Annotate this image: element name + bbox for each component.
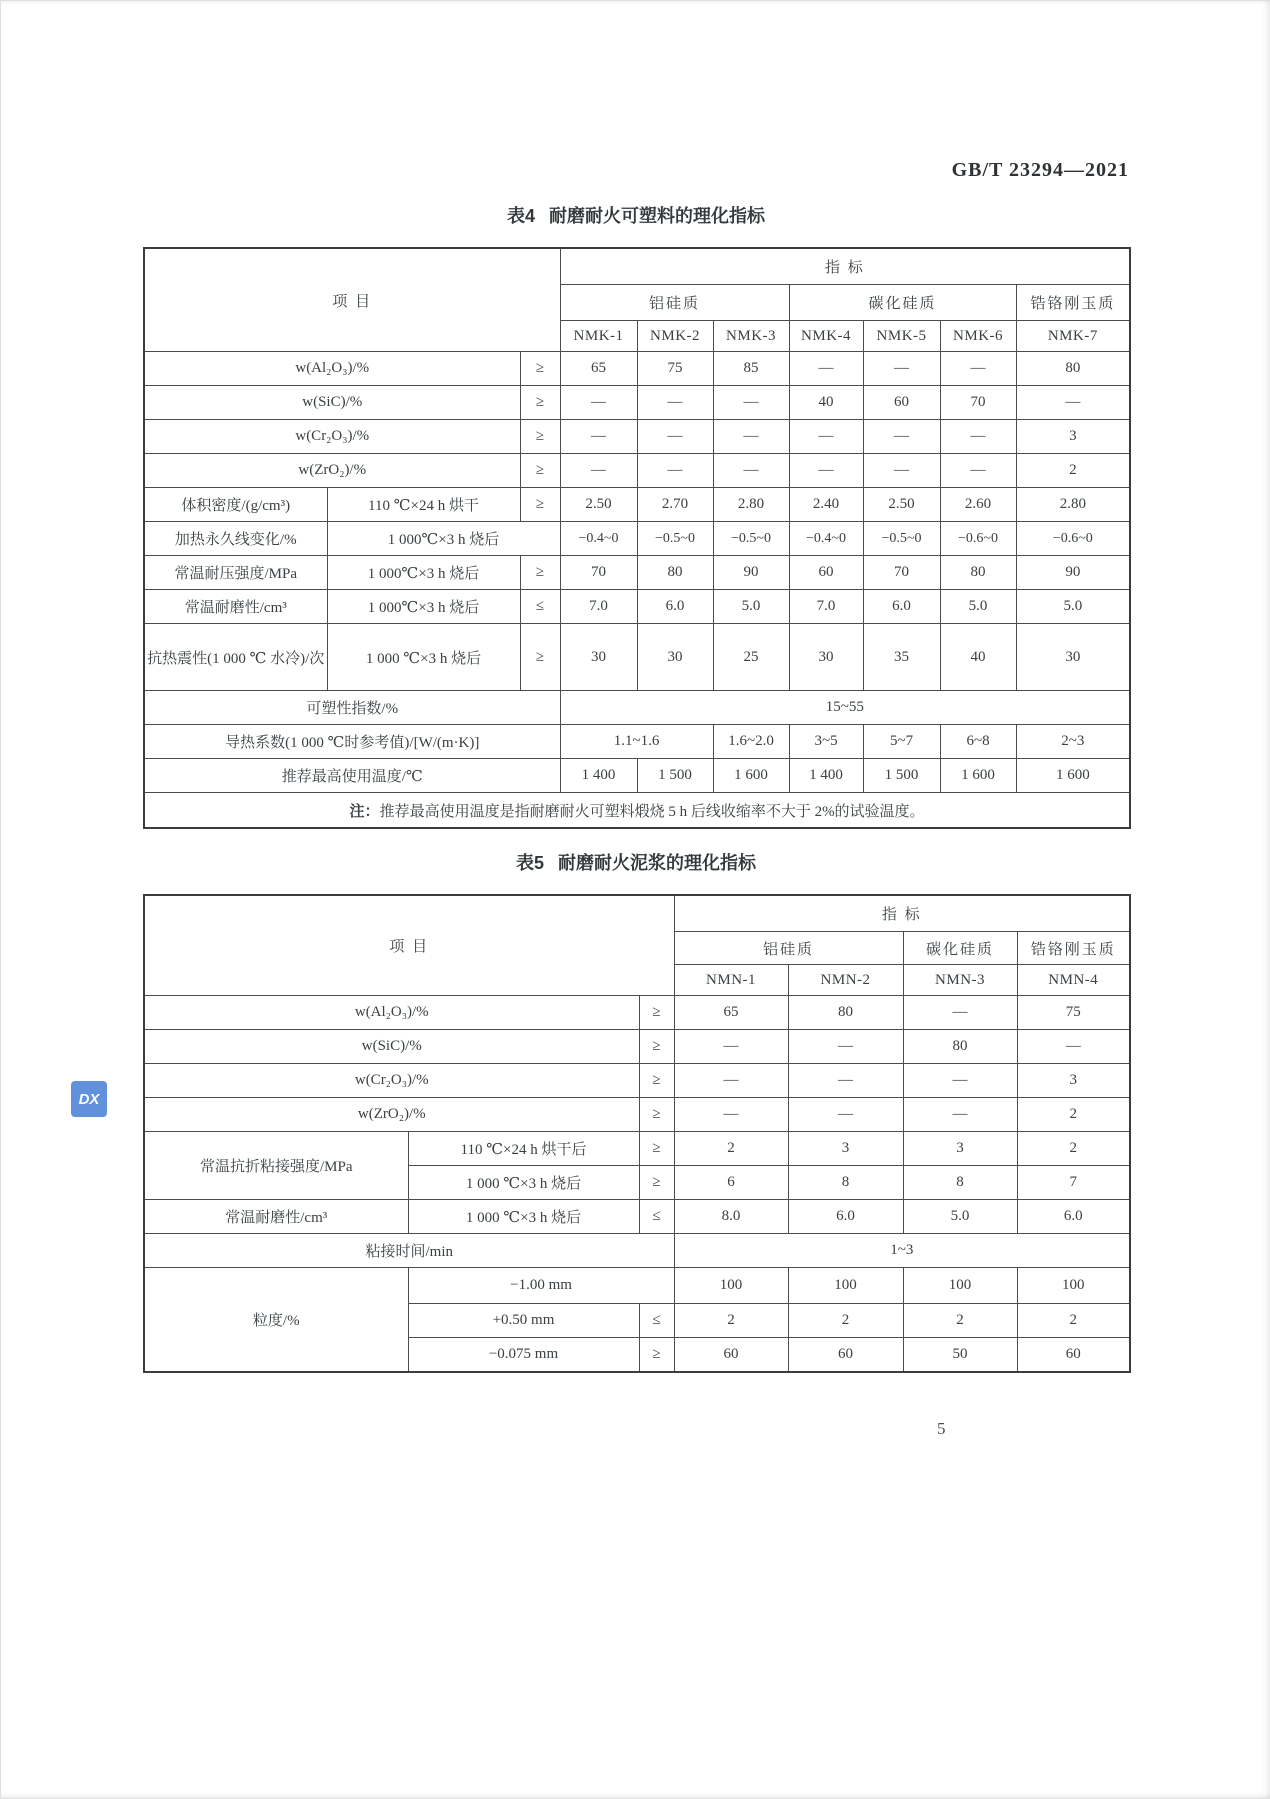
- value-cell: 75: [1017, 996, 1130, 1030]
- value-cell: —: [713, 386, 789, 420]
- value-cell: 1~3: [674, 1234, 1130, 1268]
- value-cell: 30: [637, 624, 713, 691]
- group-header: 锆铬刚玉质: [1017, 932, 1130, 965]
- standard-number-header: GB/T 23294—2021: [951, 159, 1129, 181]
- value-cell: 2.50: [560, 488, 637, 522]
- symbol-cell: ≥: [639, 1166, 674, 1200]
- value-cell: 15~55: [560, 691, 1130, 725]
- value-cell: 60: [1017, 1338, 1130, 1373]
- condition-cell: 1 000℃×3 h 烧后: [327, 590, 520, 624]
- column-header-indicator: 指 标: [560, 248, 1130, 285]
- page-number: 5: [937, 1419, 946, 1438]
- value-cell: 60: [788, 1338, 903, 1373]
- table-row: [144, 996, 1130, 1030]
- symbol-cell: ≥: [639, 1030, 674, 1064]
- value-cell: 70: [863, 556, 940, 590]
- value-cell: —: [903, 1098, 1017, 1132]
- symbol-cell: ≥: [639, 1132, 674, 1166]
- value-cell: 3: [788, 1132, 903, 1166]
- value-cell: 2: [1016, 454, 1130, 488]
- table-row: [144, 1234, 1130, 1268]
- symbol-cell: ≥: [520, 624, 560, 691]
- symbol-cell: ≤: [639, 1200, 674, 1234]
- value-cell: 6.0: [637, 590, 713, 624]
- value-cell: 6~8: [940, 725, 1016, 759]
- group-header: 碳化硅质: [903, 932, 1017, 965]
- table-row: [144, 725, 1130, 759]
- value-cell: 30: [560, 624, 637, 691]
- value-cell: 8: [903, 1166, 1017, 1200]
- value-cell: 65: [560, 352, 637, 386]
- value-cell: —: [637, 420, 713, 454]
- symbol-cell: ≥: [520, 556, 560, 590]
- row-label: 加热永久线变化/%: [144, 522, 327, 556]
- group-header: 铝硅质: [560, 285, 789, 321]
- grade-header: NMN-1: [674, 965, 788, 996]
- value-cell: 1 600: [713, 759, 789, 793]
- table-row: [144, 759, 1130, 793]
- note-text: 推荐最高使用温度是指耐磨耐火可塑料煅烧 5 h 后线收缩率不大于 2%的试验温度。: [379, 803, 925, 820]
- value-cell: 3: [903, 1132, 1017, 1166]
- value-cell: 6.0: [1017, 1200, 1130, 1234]
- table-row: [144, 793, 1130, 829]
- row-label: w(Al₂O₃)/%: [144, 352, 520, 386]
- value-cell: 2: [788, 1304, 903, 1338]
- symbol-cell: ≥: [520, 488, 560, 522]
- symbol-cell: ≥: [639, 1098, 674, 1132]
- value-cell: —: [940, 454, 1016, 488]
- symbol-cell: ≥: [520, 386, 560, 420]
- value-cell: 2: [1017, 1304, 1130, 1338]
- value-cell: 50: [903, 1338, 1017, 1373]
- row-label: 粘接时间/min: [144, 1234, 674, 1268]
- value-cell: 35: [863, 624, 940, 691]
- value-cell: 2: [903, 1304, 1017, 1338]
- value-cell: 1 500: [863, 759, 940, 793]
- value-cell: 70: [560, 556, 637, 590]
- value-cell: 40: [940, 624, 1016, 691]
- value-cell: 2: [674, 1304, 788, 1338]
- value-cell: —: [789, 352, 863, 386]
- condition-cell: 110 ℃×24 h 烘干: [327, 488, 520, 522]
- value-cell: 1 500: [637, 759, 713, 793]
- grade-header: NMN-2: [788, 965, 903, 996]
- row-label: 体积密度/(g/cm³): [144, 488, 327, 522]
- grade-header: NMK-1: [560, 321, 637, 352]
- value-cell: —: [788, 1064, 903, 1098]
- row-label: w(ZrO₂)/%: [144, 1098, 639, 1132]
- value-cell: 3: [1017, 1064, 1130, 1098]
- value-cell: —: [788, 1098, 903, 1132]
- value-cell: —: [560, 420, 637, 454]
- value-cell: 2.60: [940, 488, 1016, 522]
- note-label: 注：: [349, 802, 380, 820]
- symbol-cell: ≥: [520, 454, 560, 488]
- table-row: [144, 248, 1130, 285]
- table-note: [144, 793, 1130, 829]
- value-cell: 5.0: [940, 590, 1016, 624]
- value-cell: 1 400: [560, 759, 637, 793]
- group-header: 锆铬刚玉质: [1016, 285, 1130, 321]
- value-cell: 85: [713, 352, 789, 386]
- watermark-logo: DX: [71, 1081, 107, 1117]
- value-cell: 1 400: [789, 759, 863, 793]
- value-cell: 100: [788, 1268, 903, 1304]
- condition-cell: 1 000 ℃×3 h 烧后: [408, 1200, 639, 1234]
- table4-number: 表4: [506, 206, 535, 226]
- table-row: [144, 522, 1130, 556]
- value-cell: 2~3: [1016, 725, 1130, 759]
- value-cell: —: [863, 454, 940, 488]
- value-cell: 90: [1016, 556, 1130, 590]
- table-row: [144, 1200, 1130, 1234]
- grade-header: NMK-6: [940, 321, 1016, 352]
- value-cell: 6.0: [863, 590, 940, 624]
- value-cell: —: [903, 1064, 1017, 1098]
- value-cell: 2.80: [713, 488, 789, 522]
- value-cell: 100: [1017, 1268, 1130, 1304]
- table4-caption: 耐磨耐火可塑料的理化指标: [549, 206, 765, 226]
- value-cell: 80: [903, 1030, 1017, 1064]
- row-label: w(Cr₂O₃)/%: [144, 420, 520, 454]
- value-cell: —: [674, 1030, 788, 1064]
- group-header: 铝硅质: [674, 932, 903, 965]
- row-label: w(Cr₂O₃)/%: [144, 1064, 639, 1098]
- value-cell: 60: [789, 556, 863, 590]
- row-label: 导热系数(1 000 ℃时参考值)/[W/(m·K)]: [144, 725, 560, 759]
- condition-cell: 1 000 ℃×3 h 烧后: [327, 624, 520, 691]
- symbol-cell: ≥: [639, 1338, 674, 1373]
- column-header-item: 项 目: [144, 248, 560, 352]
- row-label: 常温耐磨性/cm³: [144, 590, 327, 624]
- value-cell: 100: [674, 1268, 788, 1304]
- value-cell: —: [674, 1064, 788, 1098]
- value-cell: —: [1017, 1030, 1130, 1064]
- group-header: 碳化硅质: [789, 285, 1016, 321]
- row-label: w(ZrO₂)/%: [144, 454, 520, 488]
- value-cell: 7.0: [789, 590, 863, 624]
- value-cell: —: [789, 454, 863, 488]
- value-cell: 2: [1017, 1132, 1130, 1166]
- column-header-item: 项 目: [144, 895, 674, 996]
- value-cell: —: [863, 352, 940, 386]
- table5-caption: 耐磨耐火泥浆的理化指标: [558, 853, 756, 873]
- symbol-cell: ≥: [520, 352, 560, 386]
- value-cell: −0.4~0: [789, 522, 863, 556]
- condition-cell: 110 ℃×24 h 烘干后: [408, 1132, 639, 1166]
- table-row: [144, 454, 1130, 488]
- value-cell: 2.40: [789, 488, 863, 522]
- value-cell: —: [560, 454, 637, 488]
- column-header-indicator: 指 标: [674, 895, 1130, 932]
- value-cell: 8.0: [674, 1200, 788, 1234]
- value-cell: 60: [674, 1338, 788, 1373]
- symbol-cell: ≥: [639, 996, 674, 1030]
- condition-cell: 1 000℃×3 h 烧后: [327, 522, 560, 556]
- table4-title: [143, 202, 1129, 228]
- value-cell: 6.0: [788, 1200, 903, 1234]
- table5-title: [143, 849, 1129, 875]
- value-cell: —: [560, 386, 637, 420]
- grade-header: NMK-7: [1016, 321, 1130, 352]
- row-label: 抗热震性(1 000 ℃ 水冷)/次: [144, 624, 327, 691]
- value-cell: —: [788, 1030, 903, 1064]
- value-cell: 75: [637, 352, 713, 386]
- value-cell: —: [674, 1098, 788, 1132]
- symbol-cell: ≤: [520, 590, 560, 624]
- grade-header: NMN-4: [1017, 965, 1130, 996]
- condition-cell: 1 000 ℃×3 h 烧后: [408, 1166, 639, 1200]
- value-cell: —: [637, 386, 713, 420]
- value-cell: —: [940, 352, 1016, 386]
- value-cell: 1 600: [940, 759, 1016, 793]
- grade-header: NMN-3: [903, 965, 1017, 996]
- row-label: 可塑性指数/%: [144, 691, 560, 725]
- value-cell: 1.6~2.0: [713, 725, 789, 759]
- row-label: 常温耐压强度/MPa: [144, 556, 327, 590]
- value-cell: 80: [788, 996, 903, 1030]
- value-cell: 100: [903, 1268, 1017, 1304]
- table-row: [144, 1030, 1130, 1064]
- table5-number: 表5: [515, 853, 544, 873]
- value-cell: 60: [863, 386, 940, 420]
- value-cell: —: [713, 454, 789, 488]
- value-cell: 80: [940, 556, 1016, 590]
- table-row: [144, 556, 1130, 590]
- grade-header: NMK-3: [713, 321, 789, 352]
- table-row: [144, 386, 1130, 420]
- value-cell: 30: [1016, 624, 1130, 691]
- row-label: w(Al₂O₃)/%: [144, 996, 639, 1030]
- value-cell: —: [789, 420, 863, 454]
- value-cell: —: [940, 420, 1016, 454]
- value-cell: 5.0: [903, 1200, 1017, 1234]
- value-cell: −0.5~0: [713, 522, 789, 556]
- value-cell: 1 600: [1016, 759, 1130, 793]
- table-row: [144, 352, 1130, 386]
- row-label: w(SiC)/%: [144, 386, 520, 420]
- table-row: [144, 1132, 1130, 1166]
- table-row: [144, 1098, 1130, 1132]
- table-row: [144, 1268, 1130, 1304]
- value-cell: 7.0: [560, 590, 637, 624]
- value-cell: 1.1~1.6: [560, 725, 713, 759]
- value-cell: 2.80: [1016, 488, 1130, 522]
- row-label: 推荐最高使用温度/℃: [144, 759, 560, 793]
- row-label: w(SiC)/%: [144, 1030, 639, 1064]
- value-cell: 65: [674, 996, 788, 1030]
- value-cell: —: [637, 454, 713, 488]
- grade-header: NMK-5: [863, 321, 940, 352]
- value-cell: 80: [637, 556, 713, 590]
- row-label: 常温抗折粘接强度/MPa: [144, 1132, 408, 1200]
- value-cell: 2: [674, 1132, 788, 1166]
- condition-cell: −0.075 mm: [408, 1338, 639, 1373]
- value-cell: —: [713, 420, 789, 454]
- row-label: 粒度/%: [144, 1268, 408, 1373]
- value-cell: −0.5~0: [637, 522, 713, 556]
- table-row: [144, 624, 1130, 691]
- value-cell: −0.4~0: [560, 522, 637, 556]
- symbol-cell: ≤: [639, 1304, 674, 1338]
- value-cell: —: [903, 996, 1017, 1030]
- value-cell: 2: [1017, 1098, 1130, 1132]
- table-row: [144, 488, 1130, 522]
- table-row: [144, 1064, 1130, 1098]
- value-cell: 40: [789, 386, 863, 420]
- table-row: [144, 895, 1130, 932]
- table-row: [144, 590, 1130, 624]
- symbol-cell: ≥: [639, 1064, 674, 1098]
- symbol-cell: ≥: [520, 420, 560, 454]
- value-cell: 3: [1016, 420, 1130, 454]
- value-cell: 3~5: [789, 725, 863, 759]
- value-cell: 70: [940, 386, 1016, 420]
- value-cell: −0.6~0: [940, 522, 1016, 556]
- value-cell: −0.6~0: [1016, 522, 1130, 556]
- table4: [143, 247, 1131, 829]
- value-cell: 80: [1016, 352, 1130, 386]
- value-cell: 90: [713, 556, 789, 590]
- value-cell: —: [1016, 386, 1130, 420]
- value-cell: 7: [1017, 1166, 1130, 1200]
- row-label: 常温耐磨性/cm³: [144, 1200, 408, 1234]
- table-row: [144, 420, 1130, 454]
- table-row: [144, 691, 1130, 725]
- value-cell: 8: [788, 1166, 903, 1200]
- condition-cell: +0.50 mm: [408, 1304, 639, 1338]
- value-cell: 5.0: [713, 590, 789, 624]
- condition-cell: −1.00 mm: [408, 1268, 674, 1304]
- value-cell: 6: [674, 1166, 788, 1200]
- value-cell: 25: [713, 624, 789, 691]
- value-cell: 5~7: [863, 725, 940, 759]
- value-cell: −0.5~0: [863, 522, 940, 556]
- value-cell: 2.50: [863, 488, 940, 522]
- value-cell: 2.70: [637, 488, 713, 522]
- grade-header: NMK-2: [637, 321, 713, 352]
- table5: [143, 894, 1131, 1373]
- value-cell: —: [863, 420, 940, 454]
- grade-header: NMK-4: [789, 321, 863, 352]
- value-cell: 5.0: [1016, 590, 1130, 624]
- value-cell: 30: [789, 624, 863, 691]
- condition-cell: 1 000℃×3 h 烧后: [327, 556, 520, 590]
